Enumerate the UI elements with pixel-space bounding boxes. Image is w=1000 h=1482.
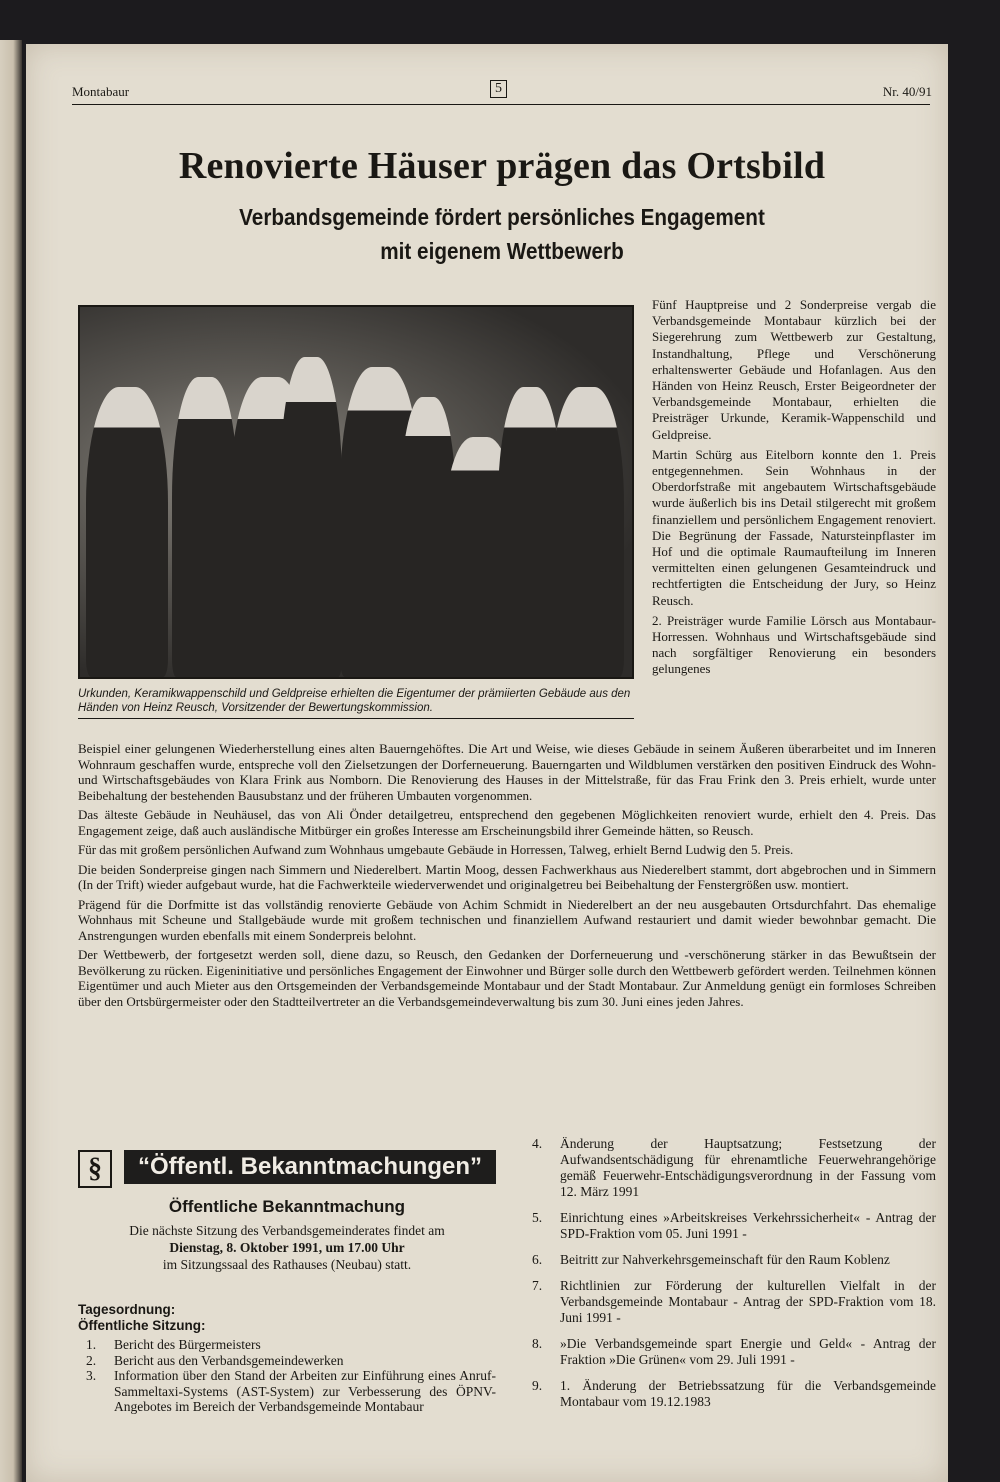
- agenda-label: Tagesordnung:: [78, 1302, 176, 1317]
- article-paragraph: Fünf Hauptpreise und 2 Sonderpreise vergab die Verbandsgemeinde Montabaur kürzlich bei der Siegerehrung zum Wettbewerb zur Gestaltung, Instandhaltung, Pflege und Verschönerung erhaltenswerter Gebäude und Hofanlagen. Aus den Händen von Heinz Reusch, Erster Beigeordneter der Verbandsgemeinde Montabaur, erhielten die Preisträger Urkunde, Keramik-Wappenschild und Geldpreise.: [652, 297, 936, 442]
- agenda-text: Information über den Stand der Arbeiten zur Einführung eines Anruf-Sammeltaxi-Systems (AST-System) zur Verbesserung des ÖPNV-Angebotes im Bereich der Verbandsgemeinde Montabaur: [114, 1368, 496, 1414]
- article-title: Renovierte Häuser prägen das Ortsbild: [178, 145, 826, 187]
- session-label: Öffentliche Sitzung:: [78, 1318, 206, 1333]
- agenda-text: Richtlinien zur Förderung der kulturellen Vielfalt in der Verbandsgemeinde Montabaur - Antrag der SPD-Fraktion vom 18. Juni 1991 -: [560, 1278, 936, 1325]
- article-right-column: [652, 297, 936, 682]
- agenda-number: 7.: [532, 1278, 543, 1293]
- header-issue: Nr. 40/91: [882, 84, 932, 99]
- article-paragraph: Beispiel einer gelungenen Wiederherstellung eines alten Bauerngehöftes. Die Art und Weise, wie dieses Gebäude in seinem Äußeren überarbeitet und im Inneren Wohnraum geschaffen wurde, entspreche voll den Zielsetzungen der Dorferneuerung. Bauerngarten und Wildblumen verstärken den positiven Eindruck des Wohn- und Wirtschaftsgebäudes von Klara Frink aus Nomborn. Die Renovierung des Hauses in der Mittelstraße, für das Frau Frink den 3. Preis erhielt, wurde unter Beibehaltung der bestehenden Bausubstanz und der früheren Umbauten vorgenommen.: [78, 741, 936, 803]
- agenda-item: [78, 1368, 496, 1415]
- agenda-item: [524, 1136, 936, 1200]
- article-paragraph: Martin Schürg aus Eitelborn konnte den 1. Preis entgegennehmen. Sein Wohnhaus in der Oberdorfstraße mit angebautem Wirtschaftsgebäude wurde äußerlich bis ins Detail stilgerecht mit großem finanziellem und persönlichem Engagement renoviert. Die Begrünung der Fassade, Natursteinpflaster im Hof und die optimale Raumaufteilung im Inneren vermittelten einen gelungenen Gesamteindruck und rechtfertigten die Entscheidung der Jury, so Heinz Reusch.: [652, 446, 936, 608]
- agenda-number: 1.: [86, 1337, 97, 1352]
- announcements-heading: “Öffentl. Bekanntmachungen”: [124, 1150, 496, 1184]
- announcement-title: Öffentliche Bekanntmachung: [168, 1197, 406, 1216]
- agenda-item: [78, 1353, 496, 1369]
- agenda-text: Beitritt zur Nahverkehrsgemeinschaft für den Raum Koblenz: [560, 1252, 890, 1267]
- agenda-item: [524, 1378, 936, 1410]
- announcements-banner: [78, 1150, 496, 1188]
- article-paragraph: Für das mit großem persönlichen Aufwand zum Wohnhaus umgebaute Gebäude in Horressen, Talweg, erhielt Bernd Ludwig den 5. Preis.: [78, 842, 794, 857]
- agenda-number: 5.: [532, 1210, 543, 1225]
- agenda-list-left: [78, 1337, 496, 1415]
- announcement-date: Dienstag, 8. Oktober 1991, um 17.00 Uhr: [169, 1240, 405, 1255]
- photo-figure: [172, 377, 238, 677]
- agenda-text: Bericht aus den Verbandsgemeindewerken: [114, 1352, 344, 1368]
- agenda-heading: [78, 1302, 496, 1334]
- agenda-number: 2.: [86, 1352, 97, 1368]
- agenda-text: Bericht des Bürgermeisters: [114, 1337, 261, 1352]
- announcement-text: [78, 1222, 496, 1273]
- agenda-text: »Die Verbandsgemeinde spart Energie und Geld« - Antrag der Fraktion »Die Grünen« vom 29. Juli 1991 -: [560, 1336, 936, 1367]
- section-symbol-icon: §: [78, 1150, 112, 1188]
- agenda-text: 1. Änderung der Betriebssatzung für die Verbandsgemeinde Montabaur vom 19.12.1983: [560, 1378, 936, 1409]
- agenda-text: Einrichtung eines »Arbeitskreises Verkehrssicherheit« - Antrag der SPD-Fraktion vom 05. Juni 1991 -: [560, 1210, 936, 1241]
- agenda-number: 9.: [532, 1378, 543, 1393]
- agenda-item: [524, 1278, 936, 1326]
- header-page-number: 5: [490, 80, 507, 98]
- article-subtitle: [115, 200, 889, 268]
- subtitle-line-2: mit eigenem Wettbewerb: [380, 238, 624, 264]
- photo-caption: Urkunden, Keramikwappenschild und Geldpreise erhielten die Eigentumer der prämiierten Gebäude aus den Händen von Heinz Reusch, Vorsitzender der Bewertungskommission.: [78, 687, 634, 719]
- article-paragraph: Das älteste Gebäude in Neuhäusel, das von Ali Önder detailgetreu, entsprechend den gegebenen Möglichkeiten renoviert wurde, erhielt den 4. Preis. Das Engagement zeige, daß auch ausländische Mitbürger ein großes Interesse am Erscheinungsbild ihrer Gemeinde hätten, so Reusch.: [78, 807, 936, 838]
- announcement-line: im Sitzungssaal des Rathauses (Neubau) statt.: [162, 1257, 412, 1272]
- agenda-text: Änderung der Hauptsatzung; Festsetzung der Aufwandsentschädigung für ehrenamtliche Feuerwehrangehörige gemäß Feuerwehr-Entschädigungsverordnung in der Fassung vom 12. März 1991: [560, 1136, 936, 1199]
- agenda-number: 4.: [532, 1136, 543, 1151]
- article-body: [78, 741, 936, 1013]
- article-paragraph: Prägend für die Dorfmitte ist das vollständig renovierte Gebäude von Achim Schmidt in Niederelbert an der neu ausgebauten Ortsdurchfahrt. Das ehemalige Wohnhaus mit Scheune und Stallgebäude wurde mit großem technischen und finanziellem Aufwand restauriert und damit wieder bewohnbar gemacht. Die Anstrengungen wurden ebenfalls mit einem Sonderpreis belohnt.: [78, 896, 936, 943]
- agenda-item: [524, 1336, 936, 1368]
- article-paragraph: Die beiden Sonderpreise gingen nach Simmern und Niederelbert. Martin Moog, dessen Fachwerkhaus aus Niederelbert stammt, dort abgebrochen und in Simmern (In der Trift) wieder aufgebaut wurde, hat die Fachwerkteile wiederverwendet und originalgetreu bei Beibehaltung der Fenstergrößen usw. montiert.: [78, 861, 936, 892]
- award-photo: [78, 305, 634, 679]
- agenda-item: [524, 1252, 936, 1268]
- photo-figure: [550, 387, 624, 677]
- previous-page-edge: [0, 40, 22, 1482]
- header-town: Montabaur: [72, 84, 130, 99]
- announcement-line: Die nächste Sitzung des Verbandsgemeinderates findet am: [129, 1223, 445, 1238]
- agenda-item: [78, 1337, 496, 1353]
- agenda-list-right: [524, 1136, 936, 1420]
- article-paragraph: Der Wettbewerb, der fortgesetzt werden soll, diene dazu, so Reusch, den Gedanken der Dorferneuerung und -verschönerung stärker in das Bewußtsein der Bevölkerung zu rücken. Eigeninitiative und persönliches Engagement der Einwohner und Bürger solle durch den Wettbewerb gefördert werden. Teilnehmen können Eigentümer und auch Mieter aus den Ortsgemeinden der Verbandsgemeinde Montabaur und der Stadt Montabaur. Zur Anmeldung genügt ein formloses Schreiben über den Ortsbürgermeister oder den Stadtteilvertreter an die Verbandsgemeindeverwaltung bis zum 30. Juni eines jeden Jahres.: [78, 947, 936, 1009]
- agenda-item: [524, 1210, 936, 1242]
- article-paragraph: 2. Preisträger wurde Familie Lörsch aus Montabaur-Horressen. Wohnhaus und Wirtschaftsgebäude sind nach sorgfältiger Renovierung ein besonders gelungenes: [652, 612, 936, 677]
- subtitle-line-1: Verbandsgemeinde fördert persönliches Engagement: [239, 204, 765, 230]
- agenda-number: 6.: [532, 1252, 543, 1267]
- agenda-number: 3.: [86, 1368, 97, 1383]
- header-rule: [72, 104, 930, 105]
- agenda-number: 8.: [532, 1336, 543, 1351]
- photo-figure: [86, 387, 168, 677]
- photo-figure: [280, 357, 342, 677]
